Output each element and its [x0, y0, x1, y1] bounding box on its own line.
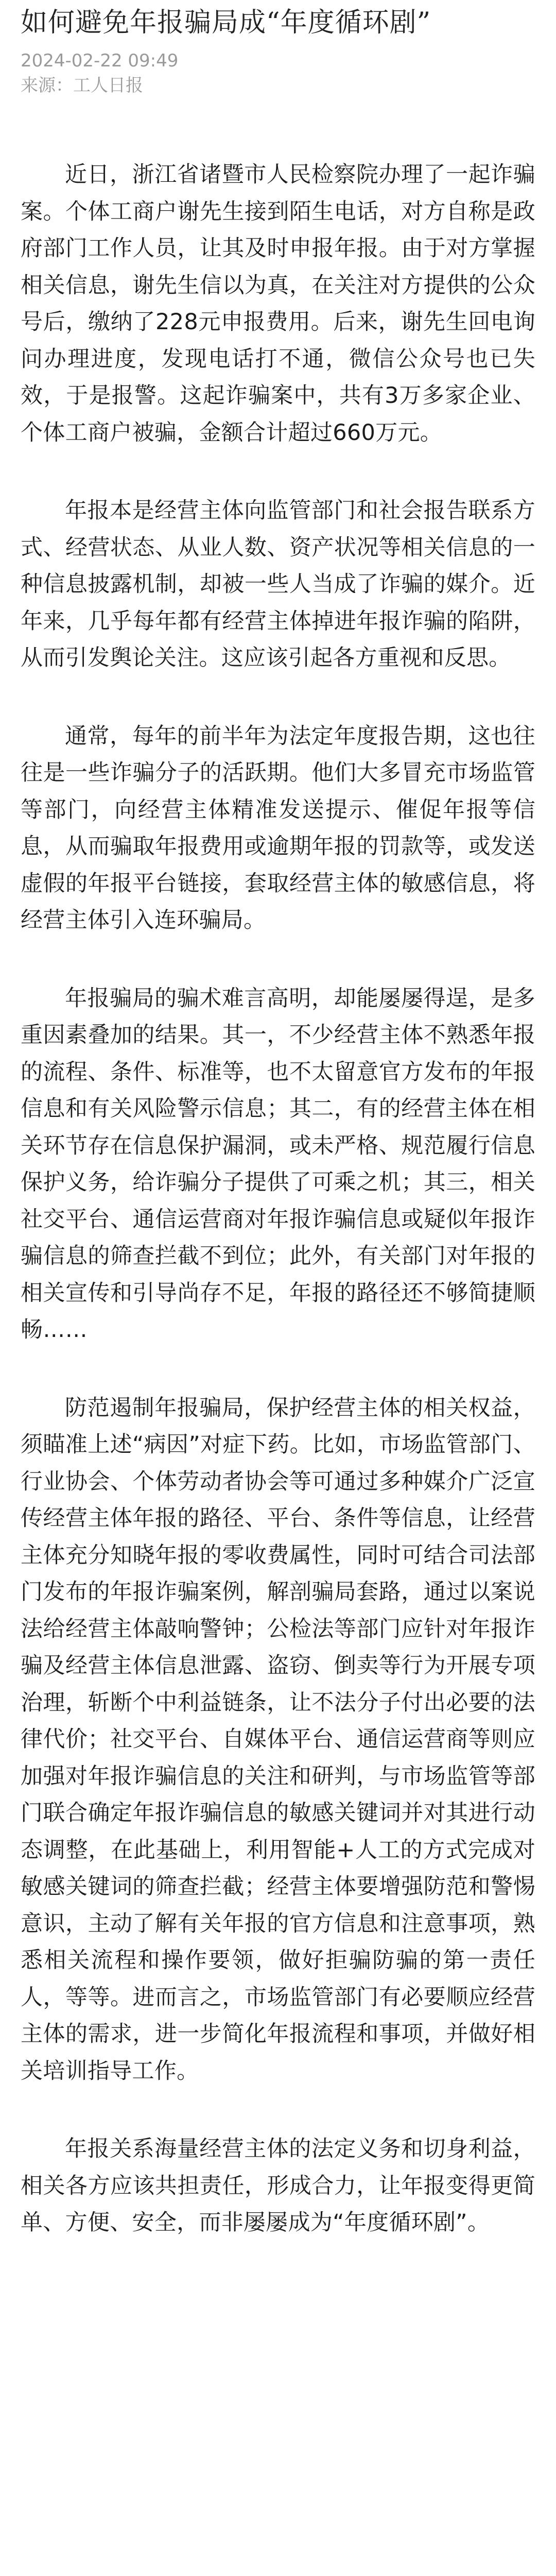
article-source	[21, 73, 535, 98]
paragraph: 通常，每年的前半年为法定年度报告期，这也往往是一些诈骗分子的活跃期。他们大多冒充市场监管等部门，向经营主体精准发送提示、催促年报等信息，从而骗取年报费用或逾期年报的罚款等，或发送虚假的年报平台链接，套取经营主体的敏感信息，将经营主体引入连环骗局。	[21, 723, 535, 933]
paragraph: 年报本是经营主体向监管部门和社会报告联系方式、经营状态、从业人数、资产状况等相关信息的一种信息披露机制，却被一些人当成了诈骗的媒介。近年来，几乎每年都有经营主体掉进年报诈骗的陷阱，从而引发舆论关注。这应该引起各方重视和反思。	[21, 498, 535, 671]
article-body	[21, 157, 535, 2242]
paragraph: 防范遏制年报骗局，保护经营主体的相关权益，须瞄准上述“病因”对症下药。比如，市场监管部门、行业协会、个体劳动者协会等可通过多种媒介广泛宣传经营主体年报的路径、平台、条件等信息，让经营主体充分知晓年报的零收费属性，同时可结合司法部门发布的年报诈骗案例，解剖骗局套路，通过以案说法给经营主体敲响警钟；公检法等部门应针对年报诈骗及经营主体信息泄露、盗窃、倒卖等行为开展专项治理，斩断个中利益链条，让不法分子付出必要的法律代价；社交平台、自媒体平台、通信运营商等则应加强对年报诈骗信息的关注和研判，与市场监管等部门联合确定年报诈骗信息的敏感关键词并对其进行动态调整，在此基础上，利用智能+人工的方式完成对敏感关键词的筛查拦截；经营主体要增强防范和警惕意识，主动了解有关年报的官方信息和注意事项，熟悉相关流程和操作要领，做好拒骗防骗的第一责任人，等等。进而言之，市场监管部门有必要顺应经营主体的需求，进一步简化年报流程和事项，并做好相关培训指导工作。	[21, 1395, 535, 2084]
publish-date: 2024-02-22 09:49	[21, 50, 179, 71]
paragraph: 近日，浙江省诸暨市人民检察院办理了一起诈骗案。个体工商户谢先生接到陌生电话，对方自称是政府部门工作人员，让其及时申报年报。由于对方掌握相关信息，谢先生信以为真，在关注对方提供的公众号后，缴纳了228元申报费用。后来，谢先生回电询问办理进度，发现电话打不通，微信公众号也已失效，于是报警。这起诈骗案中，共有3万多家企业、个体工商户被骗，金额合计超过660万元。	[21, 162, 535, 446]
article-meta	[21, 48, 535, 98]
paragraph: 年报骗局的骗术难言高明，却能屡屡得逞，是多重因素叠加的结果。其一，不少经营主体不熟悉年报的流程、条件、标准等，也不太留意官方发布的年报信息和有关风险警示信息；其二，有的经营主体在相关环节存在信息保护漏洞，或未严格、规范履行信息保护义务，给诈骗分子提供了可乘之机；其三，相关社交平台、通信运营商对年报诈骗信息或疑似年报诈骗信息的筛查拦截不到位；此外，有关部门对年报的相关宣传和引导尚存不足，年报的路径还不够简捷顺畅……	[21, 985, 535, 1343]
source-name: 工人日报	[73, 75, 143, 96]
source-label: 来源：	[21, 75, 73, 96]
paragraph: 年报关系海量经营主体的法定义务和切身利益，相关各方应该共担责任，形成合力，让年报变得更简单、方便、安全，而非屡屡成为“年度循环剧”。	[21, 2136, 535, 2235]
article-title: 如何避免年报骗局成“年度循环剧”	[21, 7, 431, 38]
